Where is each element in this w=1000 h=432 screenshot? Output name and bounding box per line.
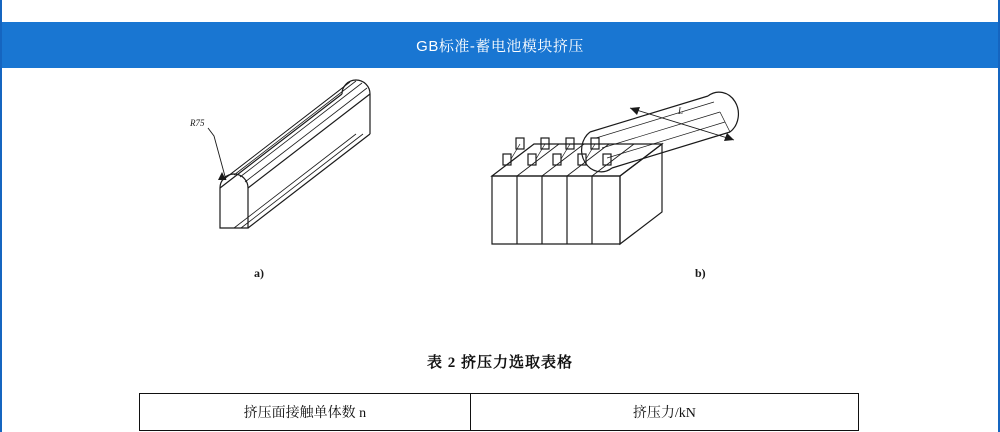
table-header-cell-contact-cells: 挤压面接触单体数 n xyxy=(140,394,471,431)
length-label: L xyxy=(678,106,684,116)
document-content xyxy=(2,68,998,432)
figure-panel-b-drawing xyxy=(472,76,872,276)
title-bar xyxy=(2,22,998,68)
figure-area xyxy=(2,68,998,283)
figure-panel-a-caption: a) xyxy=(254,266,264,280)
table-header-row xyxy=(140,394,859,431)
figure-panel-a-drawing xyxy=(152,76,482,276)
radius-label: R75 xyxy=(190,118,205,128)
table-header-cell-extrusion-force: 挤压力/kN xyxy=(470,394,858,431)
table-caption: 表 2 挤压力选取表格 xyxy=(426,355,573,371)
extrusion-force-table xyxy=(139,393,859,431)
figure-panel-b-caption: b) xyxy=(695,266,706,280)
page-title: GB标准-蓄电池模块挤压 xyxy=(416,37,584,55)
